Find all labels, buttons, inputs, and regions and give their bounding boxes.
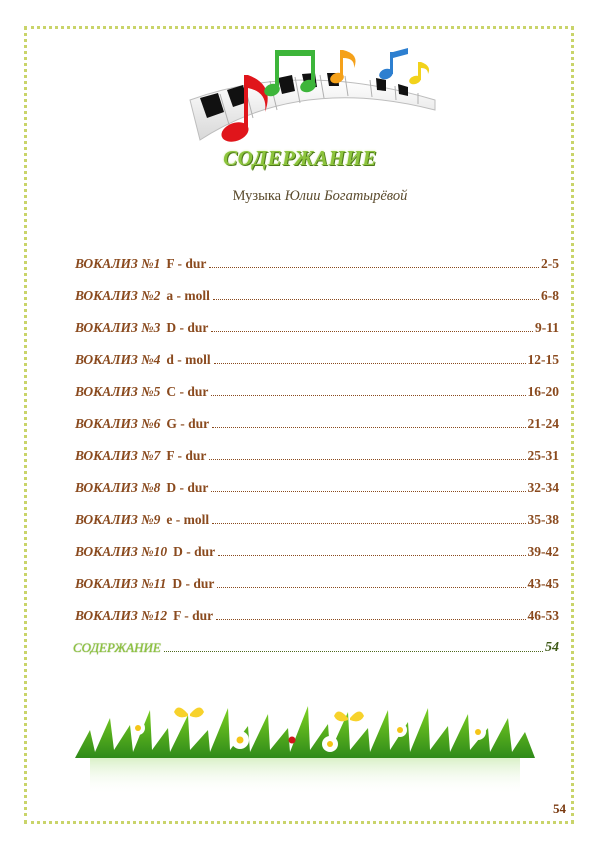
grass-flowers-icon <box>70 700 540 795</box>
entry-title: ВОКАЛИЗ №12 <box>75 608 168 623</box>
dot-leader <box>216 618 525 620</box>
entry-key: a - moll <box>166 288 210 303</box>
entry-key: F - dur <box>166 448 207 463</box>
toc-entry[interactable] <box>75 380 559 400</box>
entry-pages: 39-42 <box>527 544 559 559</box>
entry-key: D - dur <box>166 480 209 495</box>
entry-key: d - moll <box>166 352 211 367</box>
subtitle <box>0 188 600 205</box>
entry-pages: 32-34 <box>527 480 559 495</box>
dot-leader <box>211 394 525 396</box>
entry-key: D - dur <box>172 576 215 591</box>
dot-leader <box>214 362 526 364</box>
entry-pages: 21-24 <box>527 416 559 431</box>
entry-pages: 2-5 <box>541 256 559 271</box>
toc-entry[interactable] <box>75 444 559 464</box>
entry-key: D - dur <box>173 544 216 559</box>
entry-title: СОДЕРЖАНИЕ <box>73 640 161 655</box>
dot-leader <box>211 330 533 332</box>
toc-entry[interactable] <box>75 540 559 560</box>
subtitle-prefix: Музыка <box>232 188 282 204</box>
toc-entry[interactable] <box>75 572 559 592</box>
entry-pages: 6-8 <box>541 288 559 303</box>
entry-key: F - dur <box>166 256 207 271</box>
entry-pages: 46-53 <box>527 608 559 623</box>
dot-leader <box>217 586 525 588</box>
dot-leader <box>213 298 539 300</box>
dot-leader <box>209 266 539 268</box>
entry-title: ВОКАЛИЗ №4 <box>75 352 161 367</box>
dot-leader <box>212 522 525 524</box>
entry-title: ВОКАЛИЗ №11 <box>75 576 167 591</box>
page-title: СОДЕРЖАНИЕ <box>223 146 377 170</box>
entry-title: ВОКАЛИЗ №7 <box>75 448 161 463</box>
toc-entry[interactable] <box>75 284 559 304</box>
piano-notes-icon <box>180 40 440 145</box>
entry-pages: 43-45 <box>527 576 559 591</box>
entry-title: ВОКАЛИЗ №6 <box>75 416 161 431</box>
entry-key: F - dur <box>173 608 214 623</box>
entry-title: ВОКАЛИЗ №9 <box>75 512 161 527</box>
dot-leader <box>209 458 525 460</box>
toc-entry[interactable] <box>75 508 559 528</box>
entry-pages: 54 <box>545 640 559 655</box>
entry-pages: 12-15 <box>527 352 559 367</box>
toc-entry[interactable] <box>75 348 559 368</box>
toc-entry[interactable] <box>75 476 559 496</box>
toc-entry[interactable] <box>75 412 559 432</box>
entry-key: G - dur <box>166 416 210 431</box>
dot-leader <box>218 554 525 556</box>
subtitle-author: Юлии Богатырёвой <box>284 188 408 204</box>
toc-entry[interactable] <box>75 252 559 272</box>
dot-leader <box>164 650 543 652</box>
dot-leader <box>211 490 525 492</box>
page-number: 54 <box>553 801 566 816</box>
entry-key: D - dur <box>166 320 209 335</box>
toc-entry-contents[interactable] <box>73 636 559 656</box>
entry-pages: 35-38 <box>527 512 559 527</box>
entry-title: ВОКАЛИЗ №10 <box>75 544 168 559</box>
entry-title: ВОКАЛИЗ №8 <box>75 480 161 495</box>
entry-title: ВОКАЛИЗ №5 <box>75 384 161 399</box>
toc-entry[interactable] <box>75 604 559 624</box>
entry-pages: 9-11 <box>534 320 559 335</box>
dot-leader <box>212 426 525 428</box>
entry-key: C - dur <box>166 384 209 399</box>
entry-pages: 16-20 <box>527 384 559 399</box>
entry-title: ВОКАЛИЗ №1 <box>75 256 161 271</box>
entry-key: e - moll <box>166 512 210 527</box>
entry-pages: 25-31 <box>527 448 559 463</box>
entry-title: ВОКАЛИЗ №3 <box>75 320 161 335</box>
entry-title: ВОКАЛИЗ №2 <box>75 288 161 303</box>
toc-entry[interactable] <box>75 316 559 336</box>
